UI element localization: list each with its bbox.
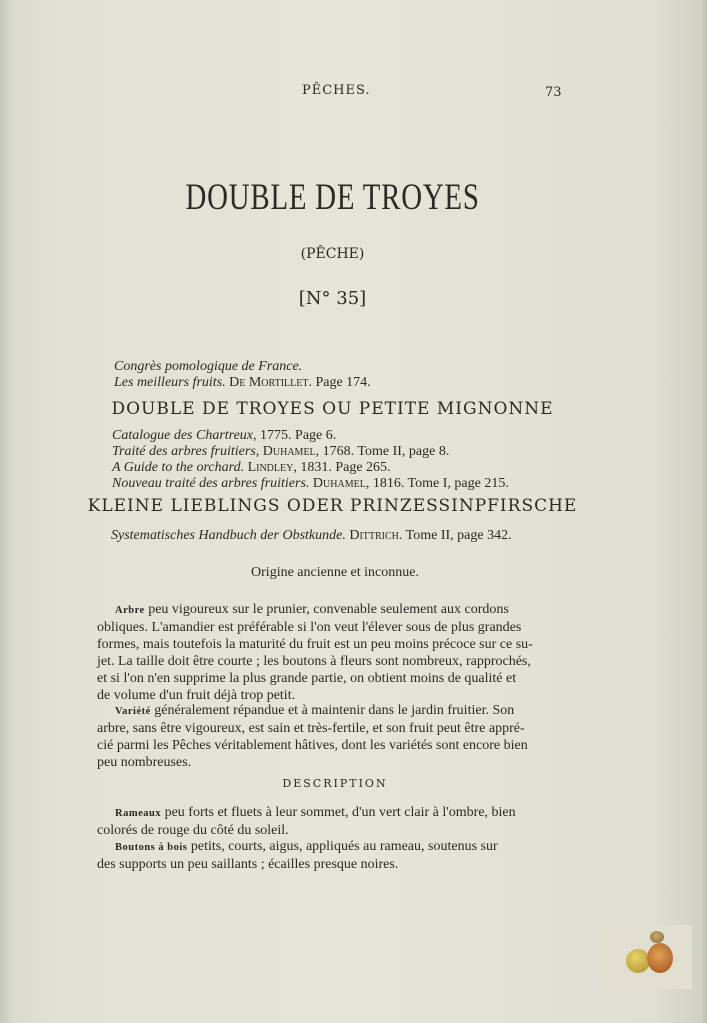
reference-line [112, 428, 572, 444]
reference-line [112, 476, 572, 492]
paragraph-line: obliques. L'amandier est préférable si l'on veut l'élever sous de plus grandes [97, 620, 522, 635]
reference-author: Lindley [247, 460, 294, 475]
entry-number: [N° 35] [298, 288, 367, 309]
fruit-shape [650, 931, 664, 943]
reference-block [111, 528, 571, 544]
reference-title: Catalogue des Chartreux [112, 428, 254, 443]
paragraph-lead: Arbre [115, 605, 145, 616]
paragraph-lead: Boutons à bois [115, 842, 188, 853]
reference-details: , 1831. Page 265. [293, 460, 391, 475]
paragraph-line: des supports un peu saillants ; écailles presque noires. [97, 857, 399, 872]
reference-author: De Mortillet [229, 375, 309, 390]
reference-details: . Page 174. [308, 375, 371, 390]
fruit-stamp-icon [600, 925, 692, 989]
running-head [0, 83, 707, 103]
reference-details: , 1816. Tome I, page 215. [365, 476, 509, 491]
reference-line: Traité des arbres fruitiers, Duhamel, 1768. Tome II, page 8. [112, 444, 450, 459]
paragraph-line [97, 702, 557, 720]
reference-block [114, 359, 574, 391]
synonym-heading: KLEINE LIEBLINGS ODER PRINZESSINPFIRSCHE [87, 496, 578, 516]
paragraph-lead: Rameaux [115, 808, 162, 819]
running-title: PÊCHES. [302, 83, 371, 98]
paragraph-text: généralement répandue et à maintenir dans le jardin fruitier. Son [154, 703, 515, 718]
paragraph-arbre [97, 601, 557, 704]
paragraph-line [97, 804, 557, 822]
paragraph-line: jet. La taille doit être courte ; les boutons à fleurs sont nombreux, rapprochés, [97, 654, 531, 669]
fruit-shape [647, 943, 673, 973]
paragraph-line: cié parmi les Pêches véritablement hâtives, dont les variétés sont encore bien [97, 738, 528, 753]
reference-details: . Tome II, page 342. [398, 528, 512, 543]
reference-title: Systematisches Handbuch der Obstkunde. [111, 528, 346, 543]
description-heading: DESCRIPTION [282, 777, 388, 790]
page-number: 73 [545, 85, 562, 100]
reference-author: Dittrich [349, 528, 399, 543]
page-edge [701, 0, 707, 1023]
page-subtitle: (PÊCHE) [300, 246, 365, 262]
paragraph-variete [97, 702, 557, 771]
reference-author: Duhamel [262, 444, 316, 459]
synonym-heading: DOUBLE DE TROYES OU PETITE MIGNONNE [111, 399, 554, 419]
reference-details: , 1768. Tome II, page 8. [315, 444, 450, 459]
paragraph-text: petits, courts, aigus, appliqués au rameau, soutenus sur [190, 839, 498, 854]
reference-title: Les meilleurs fruits. [114, 375, 226, 390]
paragraph-line: peu nombreuses. [97, 755, 192, 770]
reference-line [111, 528, 571, 544]
reference-title: A Guide to the orchard. [112, 460, 245, 475]
origin-heading: Origine ancienne et inconnue. [251, 565, 419, 580]
paragraph-rameaux [97, 804, 557, 839]
paragraph-line [97, 838, 557, 856]
paragraph-boutons [97, 838, 557, 873]
reference-title: Traité des arbres fruitiers [112, 444, 256, 459]
page-title: DOUBLE DE TROYES [185, 177, 480, 218]
paragraph-line [97, 601, 557, 619]
paragraph-line: et si l'on n'en supprime la plus grande partie, on obtient moins de qualité et [97, 671, 517, 686]
paragraph-line: formes, mais toutefois la maturité du fruit est un peu moins précoce sur ce su- [97, 637, 533, 652]
paragraph-line: colorés de rouge du côté du soleil. [97, 823, 289, 838]
reference-line [114, 375, 574, 391]
paragraph-text: peu vigoureux sur le prunier, convenable seulement aux cordons [148, 602, 509, 617]
reference-details: , 1775. Page 6. [253, 428, 337, 443]
paragraph-line: de volume d'un fruit déjà trop petit. [97, 688, 296, 703]
reference-line [112, 460, 572, 476]
paragraph-text: peu forts et fluets à leur sommet, d'un vert clair à l'ombre, bien [164, 805, 516, 820]
paragraph-lead: Variété [115, 706, 151, 717]
reference-title: Nouveau traité des arbres fruitiers. [112, 476, 310, 491]
reference-line [114, 359, 574, 375]
reference-block [112, 428, 572, 492]
paragraph-line: arbre, sans être vigoureux, est sain et très-fertile, et son fruit peut être appré- [97, 721, 525, 736]
reference-author: Duhamel [312, 476, 366, 491]
reference-title: Congrès pomologique de France. [114, 359, 303, 374]
